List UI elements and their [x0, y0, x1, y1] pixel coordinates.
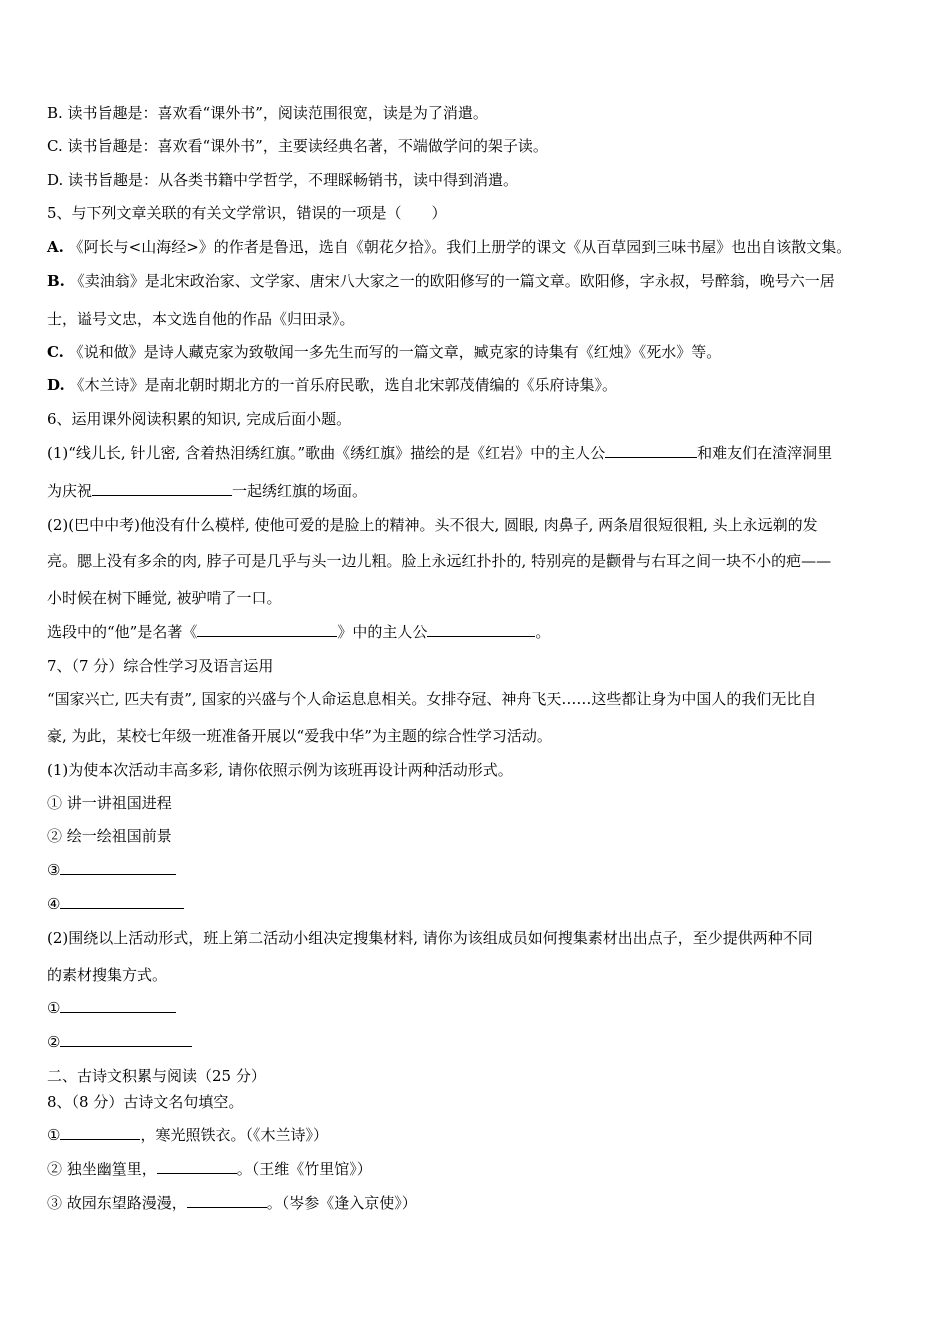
- question-8: 8、（8 分）古诗文名句填空。: [47, 1093, 244, 1111]
- question-8-item3: ③ 故园东望路漫漫， 。（岑参《逢入京使》）: [47, 1194, 417, 1212]
- question-6-2-line3: 小时候在树下睡觉, 被驴啃了一口。: [47, 589, 282, 607]
- answer-blank[interactable]: [92, 481, 232, 496]
- answer-blank[interactable]: [60, 998, 176, 1013]
- answer-blank[interactable]: [187, 1193, 267, 1208]
- answer-blank[interactable]: [197, 622, 337, 637]
- option-4d: D. 读书旨趣是：从各类书籍中学哲学，不理睬畅销书，读中得到消遣。: [47, 171, 519, 189]
- question-7-2-item1: ①: [47, 998, 910, 1018]
- option-5b-line2: 士，谥号文忠，本文选自他的作品《归田录》。: [47, 310, 355, 328]
- answer-blank[interactable]: [60, 894, 184, 909]
- question-7-1-item1: ① 讲一讲祖国进程: [47, 794, 172, 812]
- question-7-2-line1: (2)围绕以上活动形式，班上第二活动小组决定搜集材料, 请你为该组成员如何搜集素材出出点子，至少提供两种不同: [47, 929, 813, 947]
- option-5c: C. 《说和做》是诗人藏克家为致敬闻一多先生而写的一篇文章，臧克家的诗集有《红烛》《死水》等。: [47, 343, 722, 361]
- question-7-1: (1)为使本次活动丰高多彩, 请你依照示例为该班再设计两种活动形式。: [47, 761, 513, 779]
- question-7-intro-line1: “国家兴亡, 匹夫有责”, 国家的兴盛与个人命运息息相关。女排夺冠、神舟飞天……这些都让身为中国人的我们无比自: [47, 690, 817, 708]
- option-5d: D. 《木兰诗》是南北朝时期北方的一首乐府民歌，选自北宋郭茂倩编的《乐府诗集》。: [47, 376, 617, 394]
- question-5: 5、与下列文章关联的有关文学常识，错误的一项是（ ）: [47, 204, 447, 222]
- question-6-1-line1: (1)“线儿长, 针儿密, 含着热泪绣红旗。”歌曲《绣红旗》描绘的是《红岩》中的主人公 和难友们在渣滓洞里: [47, 444, 833, 462]
- question-6-2-line1: (2)(巴中中考)他没有什么模样, 使他可爱的是脸上的精神。头不很大, 圆眼, 肉鼻子, 两条眉很短很粗, 头上永远剃的发: [47, 516, 818, 534]
- answer-blank[interactable]: [427, 622, 535, 637]
- option-4c: C. 读书旨趣是：喜欢看“课外书”，主要读经典名著，不端做学问的架子读。: [47, 137, 548, 155]
- answer-blank[interactable]: [60, 1125, 140, 1140]
- question-7: 7、（7 分）综合性学习及语言运用: [47, 657, 274, 675]
- section-2-heading: 二、古诗文积累与阅读（25 分）: [47, 1067, 266, 1085]
- question-8-item1: ① ，寒光照铁衣。（《木兰诗》）: [47, 1126, 328, 1144]
- question-6-2-line4: 选段中的“他”是名著《 》中的主人公 。: [47, 623, 551, 641]
- question-7-1-item4: ④: [47, 894, 910, 914]
- option-5b-line1: B. 《卖油翁》是北宋政治家、文学家、唐宋八大家之一的欧阳修写的一篇文章。欧阳修，字永叔，号醉翁，晚号六一居: [47, 272, 835, 290]
- answer-blank[interactable]: [157, 1159, 237, 1174]
- question-7-1-item2: ② 绘一绘祖国前景: [47, 827, 172, 845]
- question-7-2-item2: ②: [47, 1032, 910, 1052]
- option-5a: A. 《阿长与<山海经>》的作者是鲁迅，选自《朝花夕拾》。我们上册学的课文《从百草园到三味书屋》也出自该散文集。: [47, 238, 852, 256]
- answer-blank[interactable]: [60, 1032, 192, 1047]
- option-4b: B. 读书旨趣是：喜欢看“课外书”，阅读范围很宽，读是为了消遣。: [47, 104, 488, 122]
- answer-blank[interactable]: [605, 443, 697, 458]
- question-6-2-line2: 亮。腮上没有多余的肉, 脖子可是几乎与头一边儿粗。脸上永远红扑扑的, 特别亮的是颧骨与右耳之间一块不小的疤——: [47, 552, 832, 570]
- question-6-1-line2: 为庆祝 一起绣红旗的场面。: [47, 482, 368, 500]
- question-7-intro-line2: 豪, 为此，某校七年级一班准备开展以“爱我中华”为主题的综合性学习活动。: [47, 727, 552, 745]
- question-6: 6、运用课外阅读积累的知识, 完成后面小题。: [47, 410, 352, 428]
- question-7-2-line2: 的素材搜集方式。: [47, 966, 168, 984]
- question-7-1-item3: ③: [47, 860, 910, 880]
- question-8-item2: ② 独坐幽篁里， 。（王维《竹里馆》）: [47, 1160, 372, 1178]
- answer-blank[interactable]: [60, 860, 176, 875]
